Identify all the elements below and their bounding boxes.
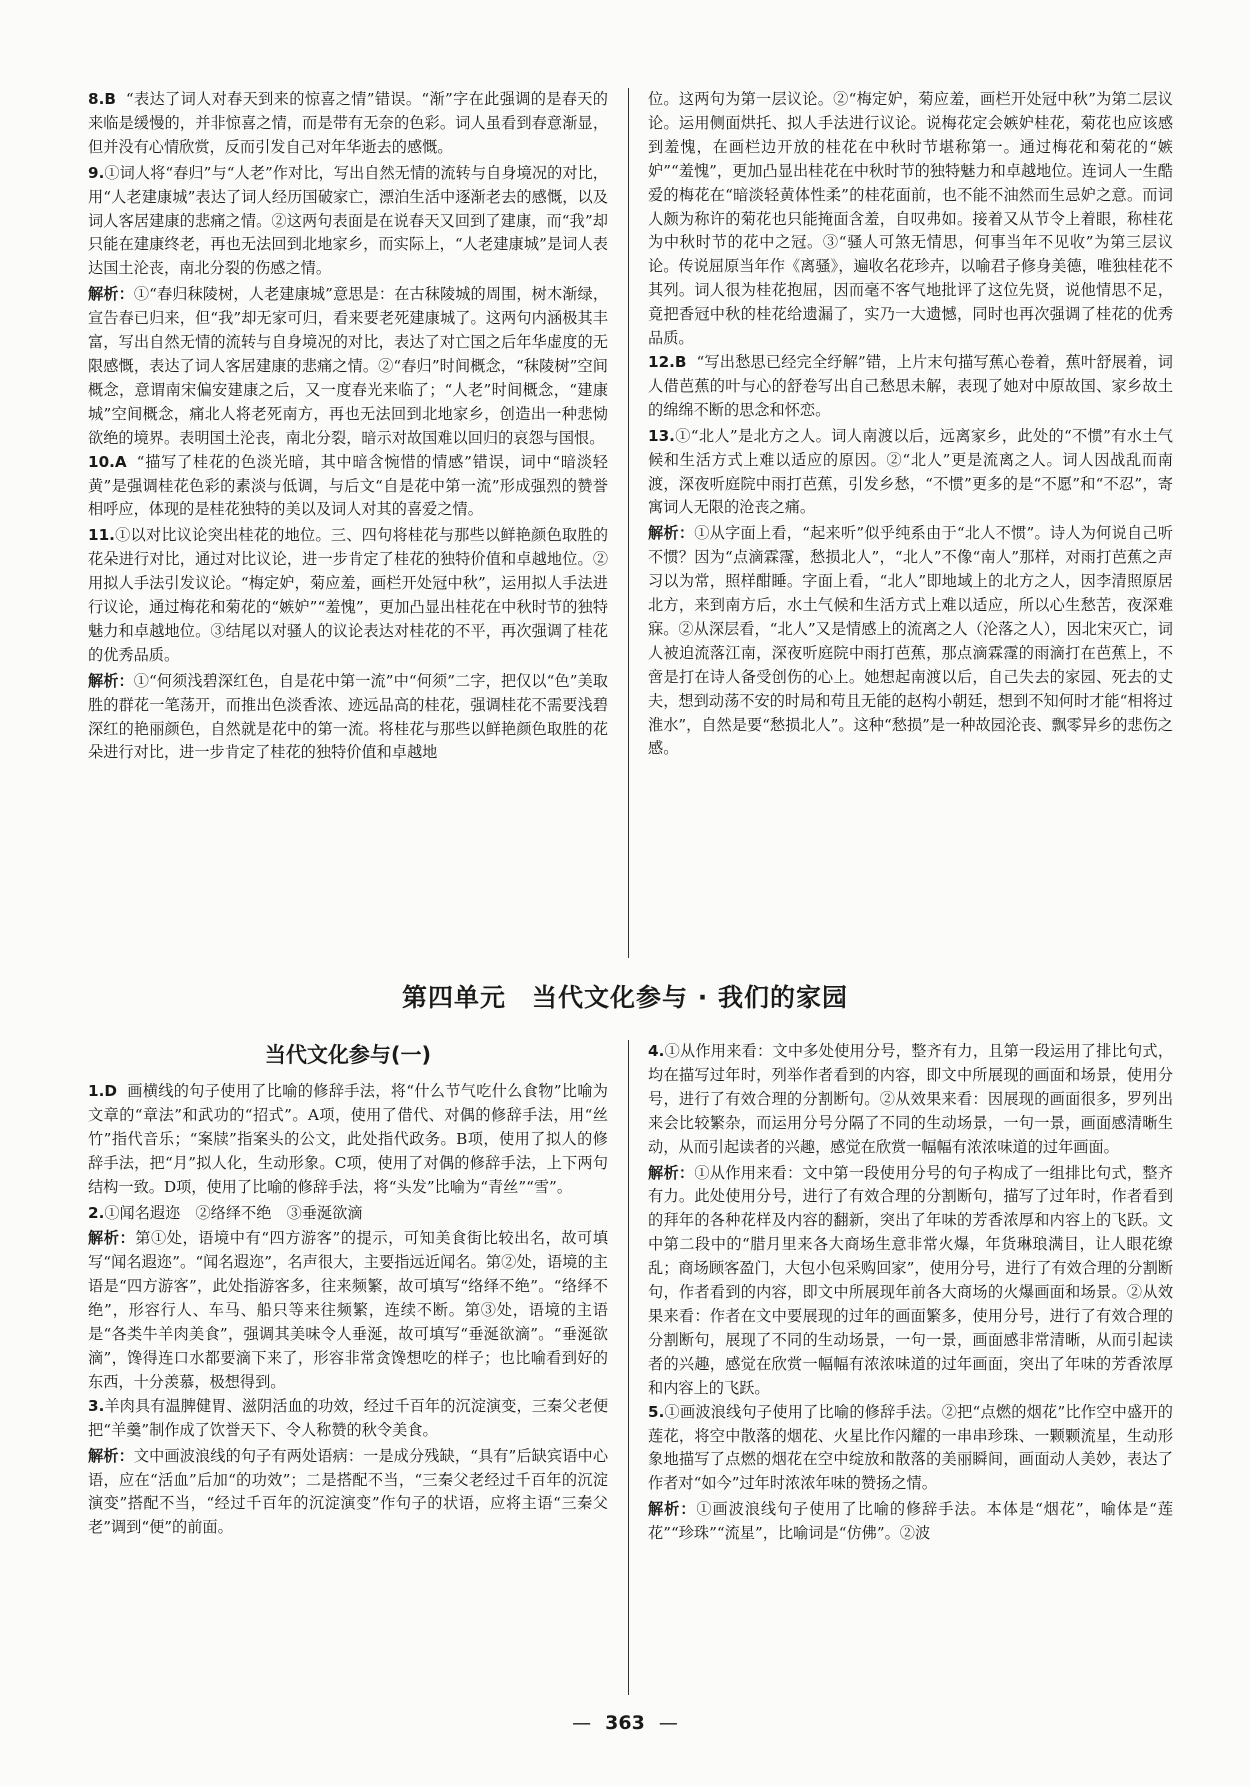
answers-column-top-right [648, 88, 1173, 761]
analysis-11 [88, 670, 608, 766]
analysis-label: 解析： [88, 1229, 136, 1248]
page-number-dash-left: — [572, 1712, 592, 1734]
answer-text: 画横线的句子使用了比喻的修辞手法，将“什么节气吃什么食物”比喻为文章的“章法”和武功的“招式”。A项，使用了借代、对偶的修辞手法，用“丝竹”指代音乐；“案牍”指案头的公文，此处指代政务。B项，使用了拟人的修辞手法，把“月”拟人化，生动形象。C项，使用了对偶的修辞手法，上下两句结构一致。D项，使用了比喻的修辞手法，将“头发”比喻为“青丝”“雪”。 [88, 1082, 608, 1196]
question-number: 4. [648, 1042, 665, 1060]
question-number: 12. [648, 352, 675, 371]
answer-10 [88, 451, 608, 523]
answer-5 [648, 1401, 1173, 1497]
answer-choice: D [104, 1082, 117, 1100]
analysis-label: 解析： [648, 1163, 695, 1182]
analysis-label: 解析： [648, 524, 695, 543]
answer-text: 羊肉具有温脾健胃、滋阴活血的功效，经过千百年的沉淀演变，三秦父老便把“羊羹”制作成了饮誉天下、令人称赞的秋令美食。 [88, 1396, 608, 1439]
analysis-13 [648, 522, 1173, 761]
answer-text: ①闻名遐迩 ②络绎不绝 ③垂涎欲滴 [104, 1203, 363, 1222]
analysis-2 [88, 1227, 608, 1394]
answers-column-bottom-right [648, 1040, 1173, 1546]
analysis-11-continued: 位。这两句为第一层议论。②“梅定妒，菊应羞，画栏开处冠中秋”为第二层议论。运用侧面烘托、拟人手法进行议论。说梅花定会嫉妒桂花，菊花也应该感到羞愧，在画栏边开放的桂花在中秋时节堪称第一。通过梅花和菊花的“嫉妒”“羞愧”，更加凸显出桂花在中秋时节的独特魅力和卓越地位。连词人一生酷爱的梅花在“暗淡轻黄体性柔”的桂花面前，也不能不油然而生忌妒之意。而词人颇为称许的菊花也只能掩面含羞，自叹弗如。接着又从节令上着眼，称桂花为中秋时节的花中之冠。③“骚人可煞无情思，何事当年不见收”为第三层议论。传说屈原当年作《离骚》，遍收名花珍卉，以喻君子修身美德，唯独桂花不其列。词人很为桂花抱屈，因而毫不客气地批评了这位先贤，说他情思不足，竟把香冠中秋的桂花给遗漏了，实乃一大遗憾，同时也再次强调了桂花的优秀品质。 [648, 90, 1173, 348]
answers-column-bottom-left [88, 1040, 608, 1540]
answer-text: ①从作用来看：文中多处使用分号，整齐有力，且第一段运用了排比句式，均在描写过年时，列举作者看到的内容，即文中所展现的画面和场景，使用分号，进行了有效合理的分割断句。②从效果来看：因展现的画面很多，罗列出来会比较繁杂，而运用分号分隔了不同的生动场景，一句一景，画面感清晰生动，从而引起读者的兴趣，感觉在欣赏一幅幅有浓浓味道的过年画面。 [648, 1042, 1173, 1156]
answer-4 [648, 1040, 1173, 1160]
analysis-text: 第①处，语境中有“四方游客”的提示，可知美食街比较出名，故可填写“闻名遐迩”。“闻名遐迩”，名声很大，主要指远近闻名。第②处，语境的主语是“四方游客”，此处指游客多，往来频繁，故可填写“络绎不绝”。“络绎不绝”，形容行人、车马、船只等来往频繁，连续不断。第③处，语境的主语是“各类牛羊肉美食”，强调其美味令人垂涎，故可填写“垂涎欲滴”。“垂涎欲滴”，馋得连口水都要滴下来了，形容非常贪馋想吃的样子；也比喻看到好的东西，十分羡慕，极想得到。 [88, 1229, 609, 1391]
analysis-4 [648, 1162, 1173, 1401]
answer-13 [648, 425, 1173, 521]
answer-choice: B [674, 352, 687, 371]
analysis-text: ①画波浪线句子使用了比喻的修辞手法。本体是“烟花”，喻体是“莲花”“珍珠”“流星”，比喻词是“仿佛”。②波 [648, 1500, 1174, 1543]
analysis-3 [88, 1445, 608, 1541]
analysis-label: 解析： [648, 1500, 697, 1519]
column-divider-bottom [628, 1040, 629, 1695]
analysis-text: ①从字面上看，“起来听”似乎纯系由于“北人不惯”。诗人为何说自己听不惯？因为“点滴霖霪，愁损北人”，“北人”不像“南人”那样，对雨打芭蕉之声习以为常，照样酣睡。字面上看，“北人”即地域上的北方之人，因李清照原居北方，来到南方后，水土气候和生活方式上难以适应，所以心生愁苦，夜深难寐。②从深层看，“北人”又是情感上的流离之人（沦落之人），因北宋灭亡，词人被迫流落江南，深夜听庭院中雨打芭蕉，那点滴霖霪的雨滴打在芭蕉上，不啻是打在诗人备受创伤的心上。她想起南渡以后，自己失去的家园、死去的丈夫，想到动荡不安的时局和苟且无能的赵构小朝廷，想到不知何时才能“相将过淮水”，自然是要“愁损北人”。这种“愁损”是一种故园沦丧、飘零异乡的悲伤之感。 [648, 524, 1174, 758]
analysis-5 [648, 1498, 1173, 1546]
analysis-label: 解析： [88, 671, 134, 690]
analysis-9 [88, 283, 608, 450]
answer-8 [88, 88, 608, 160]
answer-9 [88, 162, 608, 282]
answer-text: ①以对比议论突出桂花的地位。三、四句将桂花与那些以鲜艳颜色取胜的花朵进行对比，通过对比议论，进一步肯定了桂花的独特价值和卓越地位。②用拟人手法引发议论。“梅定妒，菊应羞，画栏开处冠中秋”，运用拟人手法进行议论，通过梅花和菊花的“嫉妒”“羞愧”，更加凸显出桂花在中秋时节的独特魅力和卓越地位。③结尾以对骚人的议论表达对桂花的不平，再次强调了桂花的优秀品质。 [88, 526, 608, 664]
answer-text: ①画波浪线句子使用了比喻的修辞手法。②把“点燃的烟花”比作空中盛开的莲花，将空中散落的烟花、火星比作闪耀的一串串珍珠、一颗颗流星，生动形象地描写了点燃的烟花在空中绽放和散落的美丽瞬间，画面动人美妙，表达了作者对“如今”过年时浓浓年味的赞扬之情。 [648, 1402, 1173, 1493]
answer-text: “描写了桂花的色淡光暗，其中暗含惋惜的情感”错误，词中“暗淡轻黄”是强调桂花色彩的素淡与低调，与后文“自是花中第一流”形成强烈的赞誉相呼应，体现的是桂花独特的美以及词人对其的喜爱之情。 [88, 452, 608, 519]
question-number: 9. [88, 163, 105, 182]
page-number [0, 1712, 1250, 1734]
question-number: 10. [88, 452, 115, 471]
section-title: 当代文化参与(一) [264, 1043, 432, 1067]
question-number: 8. [88, 90, 105, 108]
answer-text: ①词人将“春归”与“人老”作对比，写出自然无情的流转与自身境况的对比，用“人老建康城”表达了词人经历国破家亡，漂泊生活中逐渐老去的感慨，以及词人客居建康的悲痛之情。②这两句表面是在说春天又回到了建康，而“我”却只能在建康终老，再也无法回到北地家乡，而实际上，“人老建康城”是词人表达国土沦丧，南北分裂的伤感之情。 [88, 163, 608, 278]
question-number: 2. [88, 1203, 105, 1222]
answers-column-top-left [88, 88, 608, 765]
answer-choice: A [114, 452, 127, 471]
analysis-text: ①“何须浅碧深红色，自是花中第一流”中“何须”二字，把仅以“色”美取胜的群花一笔荡开，而推出色淡香浓、迹远品高的桂花，强调桂花不需要浅碧深红的艳丽颜色，自然就是花中的第一流。将桂花与那些以鲜艳颜色取胜的花朵进行对比，进一步肯定了桂花的独特价值和卓越地 [88, 671, 608, 762]
answer-2 [88, 1202, 608, 1226]
page-number-value: 363 [605, 1712, 645, 1734]
page-number-dash-right: — [658, 1712, 678, 1734]
answer-text: “写出愁思已经完全纾解”错，上片末句描写蕉心卷着，蕉叶舒展着，词人借芭蕉的叶与心的舒卷写出自己愁思未解，表现了她对中原故国、家乡故土的绵绵不断的思念和怀恋。 [648, 352, 1173, 419]
analysis-label: 解析： [88, 285, 134, 304]
answer-12 [648, 351, 1173, 423]
question-number: 3. [88, 1396, 105, 1415]
answer-text: ①“北人”是北方之人。词人南渡以后，远离家乡，此处的“不惯”有水土气候和生活方式上难以适应的原因。②“北人”更是流离之人。词人因战乱而南渡，深夜听庭院中雨打芭蕉，引发乡愁，“不惯”更多的是“不愿”和“不忍”，寄寓词人无限的沧丧之痛。 [648, 426, 1173, 517]
analysis-text: ①“春归秣陵树，人老建康城”意思是：在古秣陵城的周围，树木渐绿，宣告春已归来，但“我”却无家可归，看来要老死建康城了。这两句内涵极其丰富，写出自然无情的流转与自身境况的对比，表达了对亡国之后年华虚度的无限感慨，表达了词人客居建康的悲痛之情。②“春归”时间概念，“秣陵树”空间概念，意谓南宋偏安建康之后，又一度春光来临了；“人老”时间概念，“建康城”空间概念，痛北人将老死南方，再也无法回到北地家乡，创造出一种悲恸欲绝的境界。表明国土沦丧，南北分裂，暗示对故国难以回归的哀怨与国恨。 [88, 285, 609, 447]
column-divider-top [628, 88, 629, 958]
question-number: 11. [88, 526, 115, 545]
answer-1 [88, 1080, 608, 1200]
answer-text: “表达了词人对春天到来的惊喜之情”错误。“渐”字在此强调的是春天的来临是缓慢的，并非惊喜之情，而是带有无奈的色彩。词人虽看到春意渐显，但并没有心情欣赏，反而引发自己对年华逝去的感慨。 [88, 90, 608, 156]
analysis-text: ①从作用来看：文中第一段使用分号的句子构成了一组排比句式，整齐有力。此处使用分号，进行了有效合理的分割断句，描写了过年时，作者看到的拜年的各种花样及内容的翻新，突出了年味的芳香浓厚和内容上的飞跃。文中第二段中的“腊月里来各大商场生意非常火爆，年货琳琅满目，让人眼花缭乱；商场顾客盈门，大包小包采购回家”，使用分号，进行了有效合理的分割断句，作者看到的内容，即文中所展现年前各大商场的火爆画面和场景。②从效果来看：作者在文中要展现的过年的画面繁多，使用分号，进行了有效合理的分割断句，展现了不同的生动场景，一句一景，画面感非常清晰，从而引起读者的兴趣，感觉在欣赏一幅幅有浓浓味道的过年画面，突出了年味的芳香浓厚和内容上的飞跃。 [648, 1163, 1174, 1397]
answer-choice: B [104, 90, 116, 108]
question-number: 13. [648, 426, 675, 445]
answer-11 [88, 524, 608, 667]
answer-3 [88, 1395, 608, 1443]
unit-title: 第四单元 当代文化参与 · 我们的家园 [402, 983, 848, 1012]
analysis-label: 解析： [88, 1446, 134, 1465]
question-number: 1. [88, 1082, 105, 1100]
analysis-text: 文中画波浪线的句子有两处语病：一是成分残缺，“具有”后缺宾语中心语，应在“活血”后加“的功效”；二是搭配不当，“三秦父老经过千百年的沉淀演变”搭配不当，“经过千百年的沉淀演变”作句子的状语，应将主语“三秦父老”调到“便”的前面。 [88, 1446, 609, 1537]
question-number: 5. [648, 1402, 665, 1421]
